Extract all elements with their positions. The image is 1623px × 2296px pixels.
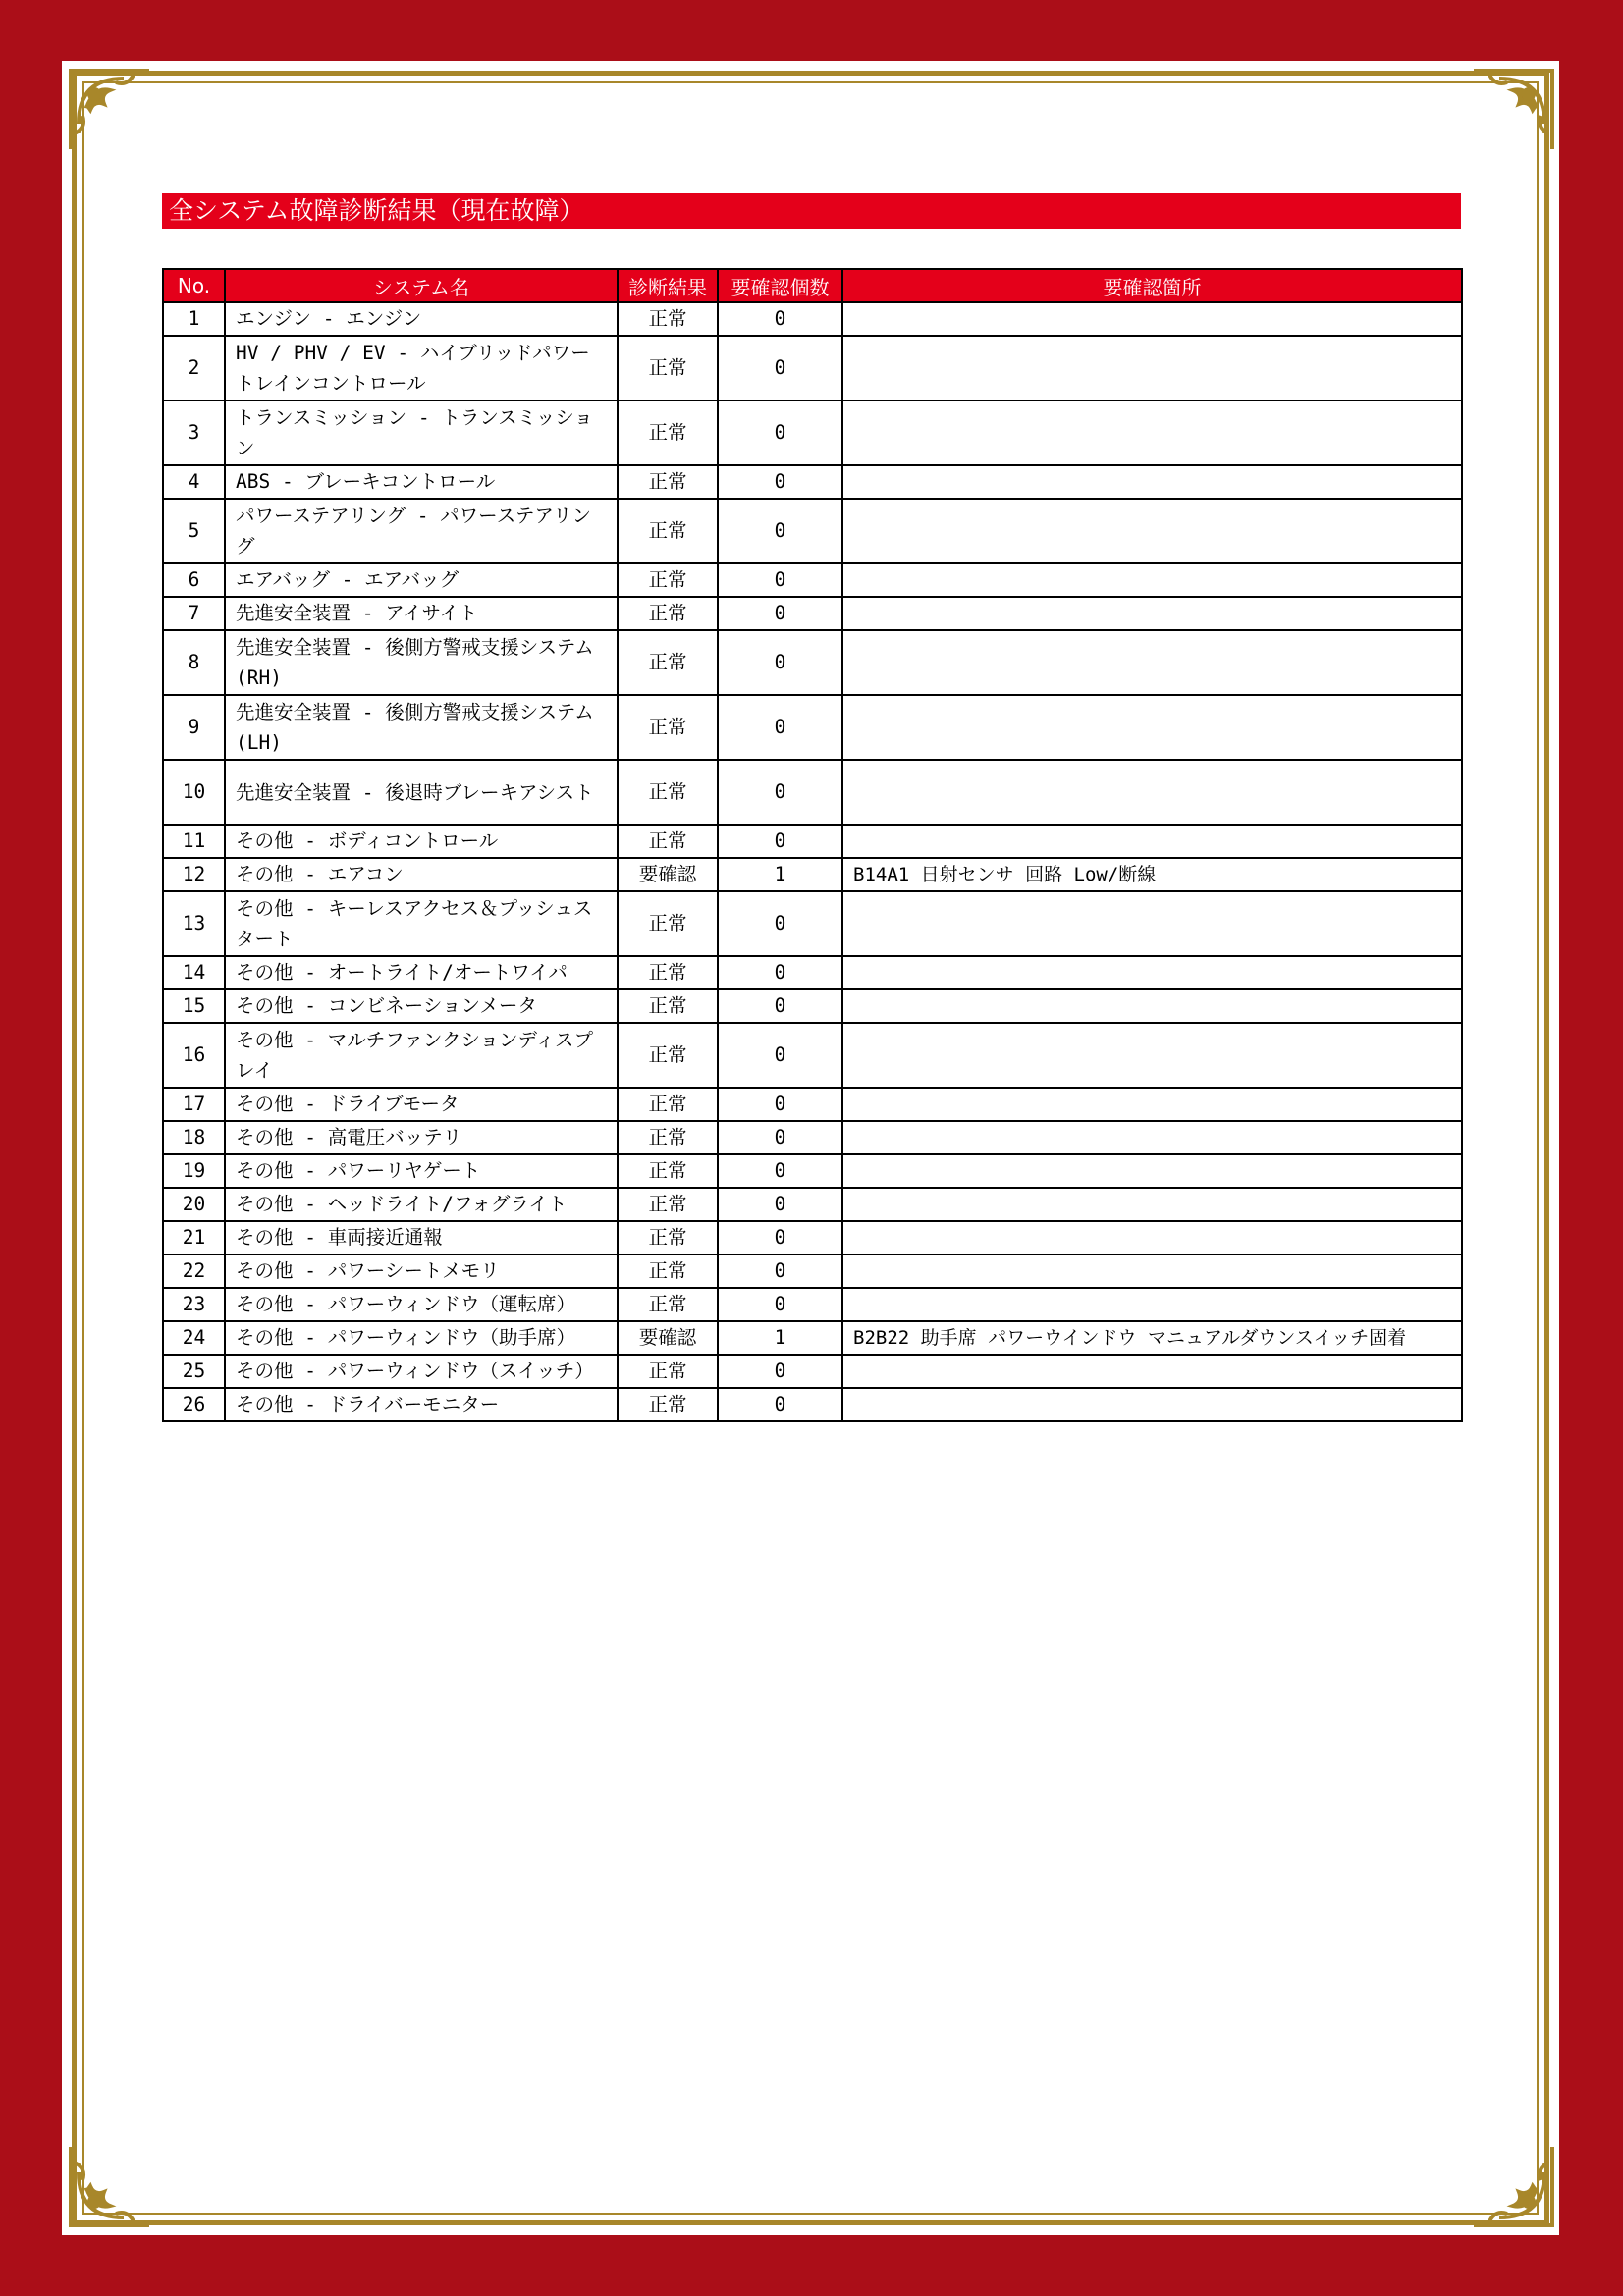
row-result: 正常 — [618, 630, 718, 695]
row-location — [842, 1154, 1462, 1188]
row-count: 0 — [718, 825, 842, 858]
corner-ornament-icon — [1468, 65, 1558, 155]
row-result: 正常 — [618, 1388, 718, 1421]
row-result: 正常 — [618, 597, 718, 630]
row-location — [842, 760, 1462, 825]
table-row — [163, 563, 1462, 597]
table-row — [163, 858, 1462, 891]
row-no: 1 — [163, 302, 225, 336]
column-header-system: システム名 — [225, 269, 618, 302]
row-count: 0 — [718, 1288, 842, 1321]
row-result: 正常 — [618, 1221, 718, 1255]
row-count: 0 — [718, 465, 842, 499]
row-result: 正常 — [618, 1288, 718, 1321]
row-result: 正常 — [618, 1154, 718, 1188]
table-row — [163, 465, 1462, 499]
row-no: 10 — [163, 760, 225, 825]
row-count: 0 — [718, 1221, 842, 1255]
row-system: パワーステアリング - パワーステアリング — [225, 499, 618, 563]
table-row — [163, 1023, 1462, 1088]
row-no: 13 — [163, 891, 225, 956]
row-result: 正常 — [618, 760, 718, 825]
row-result: 正常 — [618, 1121, 718, 1154]
row-system: その他 - ボディコントロール — [225, 825, 618, 858]
row-system: その他 - コンビネーションメータ — [225, 989, 618, 1023]
row-result: 正常 — [618, 1188, 718, 1221]
row-no: 22 — [163, 1255, 225, 1288]
table-row — [163, 1088, 1462, 1121]
row-system: 先進安全装置 - 後側方警戒支援システム(RH) — [225, 630, 618, 695]
row-system: その他 - キーレスアクセス＆プッシュスタート — [225, 891, 618, 956]
row-count: 0 — [718, 891, 842, 956]
row-location — [842, 1388, 1462, 1421]
row-system: その他 - 高電圧バッテリ — [225, 1121, 618, 1154]
row-result: 要確認 — [618, 1321, 718, 1355]
row-no: 15 — [163, 989, 225, 1023]
row-result: 正常 — [618, 302, 718, 336]
row-result: 正常 — [618, 1255, 718, 1288]
row-count: 0 — [718, 1355, 842, 1388]
table-row — [163, 499, 1462, 563]
row-system: ABS - ブレーキコントロール — [225, 465, 618, 499]
row-system: 先進安全装置 - 後側方警戒支援システム(LH) — [225, 695, 618, 760]
row-system: トランスミッション - トランスミッション — [225, 400, 618, 465]
row-result: 正常 — [618, 465, 718, 499]
row-count: 0 — [718, 1121, 842, 1154]
table-row — [163, 891, 1462, 956]
row-result: 正常 — [618, 1088, 718, 1121]
row-location — [842, 1221, 1462, 1255]
row-system: その他 - ドライバーモニター — [225, 1388, 618, 1421]
row-count: 0 — [718, 336, 842, 400]
row-no: 20 — [163, 1188, 225, 1221]
row-location — [842, 1288, 1462, 1321]
row-location — [842, 956, 1462, 989]
table-row — [163, 1388, 1462, 1421]
row-count: 0 — [718, 1188, 842, 1221]
table-row — [163, 1355, 1462, 1388]
row-count: 1 — [718, 858, 842, 891]
table-row — [163, 1121, 1462, 1154]
row-system: その他 - オートライト/オートワイパ — [225, 956, 618, 989]
row-result: 正常 — [618, 1023, 718, 1088]
row-location — [842, 1255, 1462, 1288]
row-count: 0 — [718, 989, 842, 1023]
row-no: 7 — [163, 597, 225, 630]
row-system: その他 - ドライブモータ — [225, 1088, 618, 1121]
row-location — [842, 1088, 1462, 1121]
table-row — [163, 760, 1462, 825]
row-system: その他 - パワーリヤゲート — [225, 1154, 618, 1188]
row-result: 正常 — [618, 695, 718, 760]
table-header-row — [163, 269, 1462, 302]
table-row — [163, 1154, 1462, 1188]
row-result: 正常 — [618, 825, 718, 858]
row-result: 正常 — [618, 563, 718, 597]
row-system: その他 - パワーシートメモリ — [225, 1255, 618, 1288]
row-result: 正常 — [618, 400, 718, 465]
row-system: その他 - パワーウィンドウ（助手席） — [225, 1321, 618, 1355]
row-location — [842, 891, 1462, 956]
row-location — [842, 1023, 1462, 1088]
row-location — [842, 302, 1462, 336]
table-row — [163, 302, 1462, 336]
corner-ornament-icon — [65, 2141, 155, 2231]
corner-ornament-icon — [65, 65, 155, 155]
table-row — [163, 1288, 1462, 1321]
row-no: 16 — [163, 1023, 225, 1088]
row-count: 0 — [718, 695, 842, 760]
row-result: 正常 — [618, 989, 718, 1023]
row-no: 21 — [163, 1221, 225, 1255]
column-header-result: 診断結果 — [618, 269, 718, 302]
row-count: 0 — [718, 1388, 842, 1421]
row-system: 先進安全装置 - アイサイト — [225, 597, 618, 630]
row-count: 0 — [718, 302, 842, 336]
table-row — [163, 956, 1462, 989]
row-location — [842, 630, 1462, 695]
row-result: 正常 — [618, 1355, 718, 1388]
column-header-location: 要確認箇所 — [842, 269, 1462, 302]
row-location — [842, 1355, 1462, 1388]
row-count: 0 — [718, 499, 842, 563]
row-no: 24 — [163, 1321, 225, 1355]
table-row — [163, 695, 1462, 760]
row-no: 8 — [163, 630, 225, 695]
row-location — [842, 400, 1462, 465]
row-no: 11 — [163, 825, 225, 858]
row-location — [842, 695, 1462, 760]
row-system: エンジン - エンジン — [225, 302, 618, 336]
row-system: その他 - パワーウィンドウ（運転席） — [225, 1288, 618, 1321]
row-system: その他 - ヘッドライト/フォグライト — [225, 1188, 618, 1221]
table-row — [163, 1188, 1462, 1221]
row-count: 0 — [718, 1088, 842, 1121]
corner-ornament-icon — [1468, 2141, 1558, 2231]
row-no: 12 — [163, 858, 225, 891]
row-no: 6 — [163, 563, 225, 597]
row-result: 要確認 — [618, 858, 718, 891]
row-count: 0 — [718, 1255, 842, 1288]
row-location: B2B22 助手席 パワーウインドウ マニュアルダウンスイッチ固着 — [842, 1321, 1462, 1355]
row-location — [842, 989, 1462, 1023]
row-system: その他 - パワーウィンドウ（スイッチ） — [225, 1355, 618, 1388]
row-result: 正常 — [618, 336, 718, 400]
row-no: 19 — [163, 1154, 225, 1188]
row-count: 0 — [718, 760, 842, 825]
row-location: B14A1 日射センサ 回路 Low/断線 — [842, 858, 1462, 891]
table-row — [163, 597, 1462, 630]
row-system: その他 - 車両接近通報 — [225, 1221, 618, 1255]
column-header-count: 要確認個数 — [718, 269, 842, 302]
row-count: 0 — [718, 630, 842, 695]
row-location — [842, 825, 1462, 858]
row-count: 0 — [718, 1154, 842, 1188]
row-no: 14 — [163, 956, 225, 989]
row-result: 正常 — [618, 891, 718, 956]
row-system: HV / PHV / EV - ハイブリッドパワートレインコントロール — [225, 336, 618, 400]
table-row — [163, 825, 1462, 858]
row-no: 23 — [163, 1288, 225, 1321]
row-count: 0 — [718, 597, 842, 630]
row-location — [842, 597, 1462, 630]
row-result: 正常 — [618, 499, 718, 563]
row-location — [842, 499, 1462, 563]
row-location — [842, 336, 1462, 400]
row-no: 4 — [163, 465, 225, 499]
column-header-no: No. — [163, 269, 225, 302]
diagnosis-table — [162, 268, 1463, 1422]
row-system: エアバッグ - エアバッグ — [225, 563, 618, 597]
row-no: 17 — [163, 1088, 225, 1121]
row-count: 0 — [718, 1023, 842, 1088]
table-row — [163, 1321, 1462, 1355]
row-location — [842, 465, 1462, 499]
row-location — [842, 1188, 1462, 1221]
row-count: 1 — [718, 1321, 842, 1355]
table-row — [163, 989, 1462, 1023]
row-no: 5 — [163, 499, 225, 563]
row-no: 3 — [163, 400, 225, 465]
row-count: 0 — [718, 400, 842, 465]
row-count: 0 — [718, 563, 842, 597]
row-result: 正常 — [618, 956, 718, 989]
row-no: 9 — [163, 695, 225, 760]
row-no: 26 — [163, 1388, 225, 1421]
row-no: 18 — [163, 1121, 225, 1154]
row-location — [842, 563, 1462, 597]
table-row — [163, 336, 1462, 400]
row-location — [842, 1121, 1462, 1154]
table-row — [163, 1221, 1462, 1255]
row-system: 先進安全装置 - 後退時ブレーキアシスト — [225, 760, 618, 825]
row-system: その他 - マルチファンクションディスプレイ — [225, 1023, 618, 1088]
table-row — [163, 630, 1462, 695]
report-title: 全システム故障診断結果（現在故障） — [162, 193, 1461, 229]
row-no: 2 — [163, 336, 225, 400]
table-row — [163, 1255, 1462, 1288]
row-system: その他 - エアコン — [225, 858, 618, 891]
table-row — [163, 400, 1462, 465]
row-no: 25 — [163, 1355, 225, 1388]
row-count: 0 — [718, 956, 842, 989]
